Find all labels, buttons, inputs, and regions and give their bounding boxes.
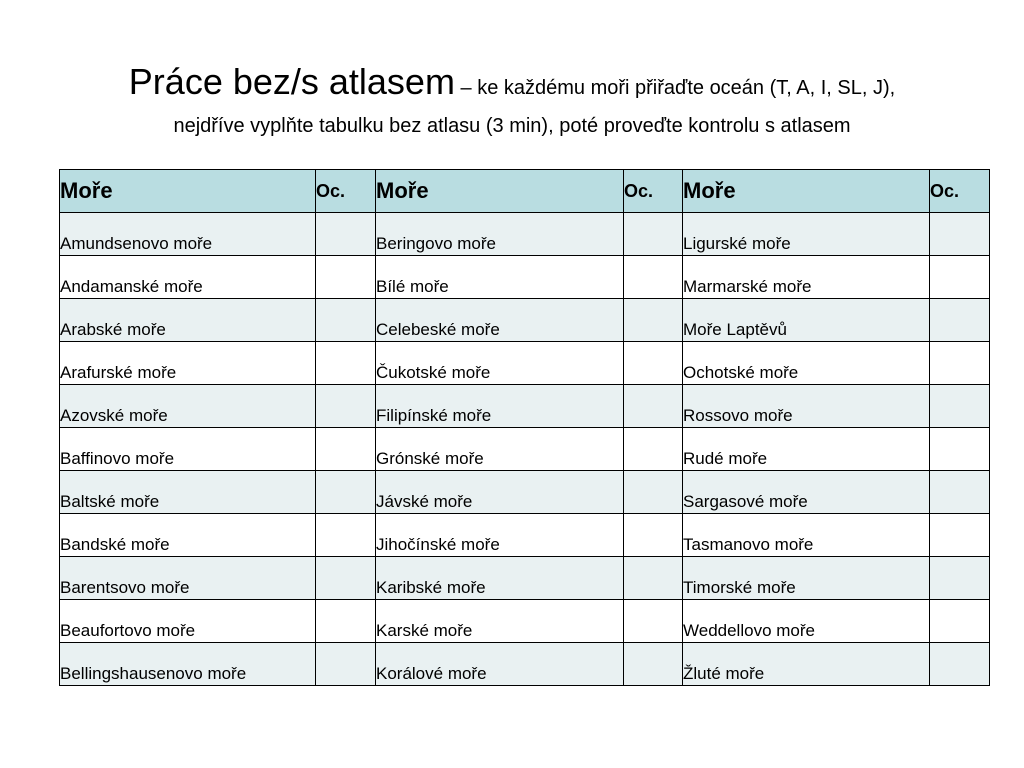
sea-name-cell: Žluté moře [683,643,930,686]
sea-name-cell: Beaufortovo moře [60,600,316,643]
sea-name-cell: Barentsovo moře [60,557,316,600]
sea-name-cell: Arabské moře [60,299,316,342]
sea-name-cell: Bandské moře [60,514,316,557]
ocean-answer-cell[interactable] [930,557,990,600]
sea-name-cell: Sargasové moře [683,471,930,514]
ocean-answer-cell[interactable] [624,557,683,600]
ocean-answer-cell[interactable] [624,213,683,256]
sea-name-cell: Jávské moře [376,471,624,514]
ocean-answer-cell[interactable] [930,600,990,643]
ocean-answer-cell[interactable] [316,600,376,643]
ocean-answer-cell[interactable] [624,514,683,557]
sea-name-cell: Čukotské moře [376,342,624,385]
ocean-answer-cell[interactable] [316,514,376,557]
sea-name-cell: Rudé moře [683,428,930,471]
ocean-answer-cell[interactable] [930,385,990,428]
sea-name-cell: Karibské moře [376,557,624,600]
sea-name-cell: Andamanské moře [60,256,316,299]
table-row [60,428,990,471]
sea-name-cell: Azovské moře [60,385,316,428]
table-row [60,256,990,299]
sea-name-cell: Ligurské moře [683,213,930,256]
table-row [60,514,990,557]
ocean-answer-cell[interactable] [624,600,683,643]
column-header-sea-2: Moře [376,170,624,213]
sea-name-cell: Rossovo moře [683,385,930,428]
sea-name-cell: Baffinovo moře [60,428,316,471]
ocean-answer-cell[interactable] [930,256,990,299]
title-line-2: nejdříve vyplňte tabulku bez atlasu (3 min), poté proveďte kontrolu s atlasem [173,115,851,137]
seas-table [59,169,990,686]
sea-name-cell: Arafurské moře [60,342,316,385]
title-main: Práce bez/s atlasem [128,61,455,102]
sea-name-cell: Bellingshausenovo moře [60,643,316,686]
table-row [60,471,990,514]
ocean-answer-cell[interactable] [930,428,990,471]
ocean-answer-cell[interactable] [316,213,376,256]
ocean-answer-cell[interactable] [624,385,683,428]
table-row [60,342,990,385]
ocean-answer-cell[interactable] [624,471,683,514]
column-header-ocean-1: Oc. [316,170,376,213]
ocean-answer-cell[interactable] [316,256,376,299]
sea-name-cell: Jihočínské moře [376,514,624,557]
table-header-row [60,170,990,213]
sea-name-cell: Beringovo moře [376,213,624,256]
column-header-ocean-2: Oc. [624,170,683,213]
table-row [60,213,990,256]
table-row [60,557,990,600]
sea-name-cell: Weddellovo moře [683,600,930,643]
ocean-answer-cell[interactable] [316,643,376,686]
ocean-answer-cell[interactable] [624,643,683,686]
ocean-answer-cell[interactable] [316,342,376,385]
ocean-answer-cell[interactable] [624,428,683,471]
sea-name-cell: Baltské moře [60,471,316,514]
ocean-answer-cell[interactable] [316,299,376,342]
ocean-answer-cell[interactable] [930,514,990,557]
sea-name-cell: Ochotské moře [683,342,930,385]
title-line-1 [0,58,1024,114]
sea-name-cell: Korálové moře [376,643,624,686]
sea-name-cell: Amundsenovo moře [60,213,316,256]
ocean-answer-cell[interactable] [930,643,990,686]
sea-name-cell: Celebeské moře [376,299,624,342]
ocean-answer-cell[interactable] [316,557,376,600]
ocean-answer-cell[interactable] [316,471,376,514]
ocean-answer-cell[interactable] [624,256,683,299]
ocean-answer-cell[interactable] [930,213,990,256]
table-row [60,299,990,342]
sea-name-cell: Timorské moře [683,557,930,600]
sea-name-cell: Moře Laptěvů [683,299,930,342]
column-header-ocean-3: Oc. [930,170,990,213]
title-instruction: – ke každému moři přiřaďte oceán (T, A, I, SL, J), [454,77,896,99]
sea-name-cell: Bílé moře [376,256,624,299]
page-title [0,58,1024,140]
ocean-answer-cell[interactable] [624,299,683,342]
ocean-answer-cell[interactable] [930,471,990,514]
ocean-answer-cell[interactable] [316,428,376,471]
sea-name-cell: Marmarské moře [683,256,930,299]
column-header-sea-1: Moře [60,170,316,213]
ocean-answer-cell[interactable] [316,385,376,428]
table-row [60,643,990,686]
sea-name-cell: Tasmanovo moře [683,514,930,557]
table-row [60,385,990,428]
ocean-answer-cell[interactable] [624,342,683,385]
sea-name-cell: Karské moře [376,600,624,643]
sea-name-cell: Grónské moře [376,428,624,471]
table-row [60,600,990,643]
column-header-sea-3: Moře [683,170,930,213]
table-body [60,213,990,686]
sea-name-cell: Filipínské moře [376,385,624,428]
ocean-answer-cell[interactable] [930,299,990,342]
ocean-answer-cell[interactable] [930,342,990,385]
